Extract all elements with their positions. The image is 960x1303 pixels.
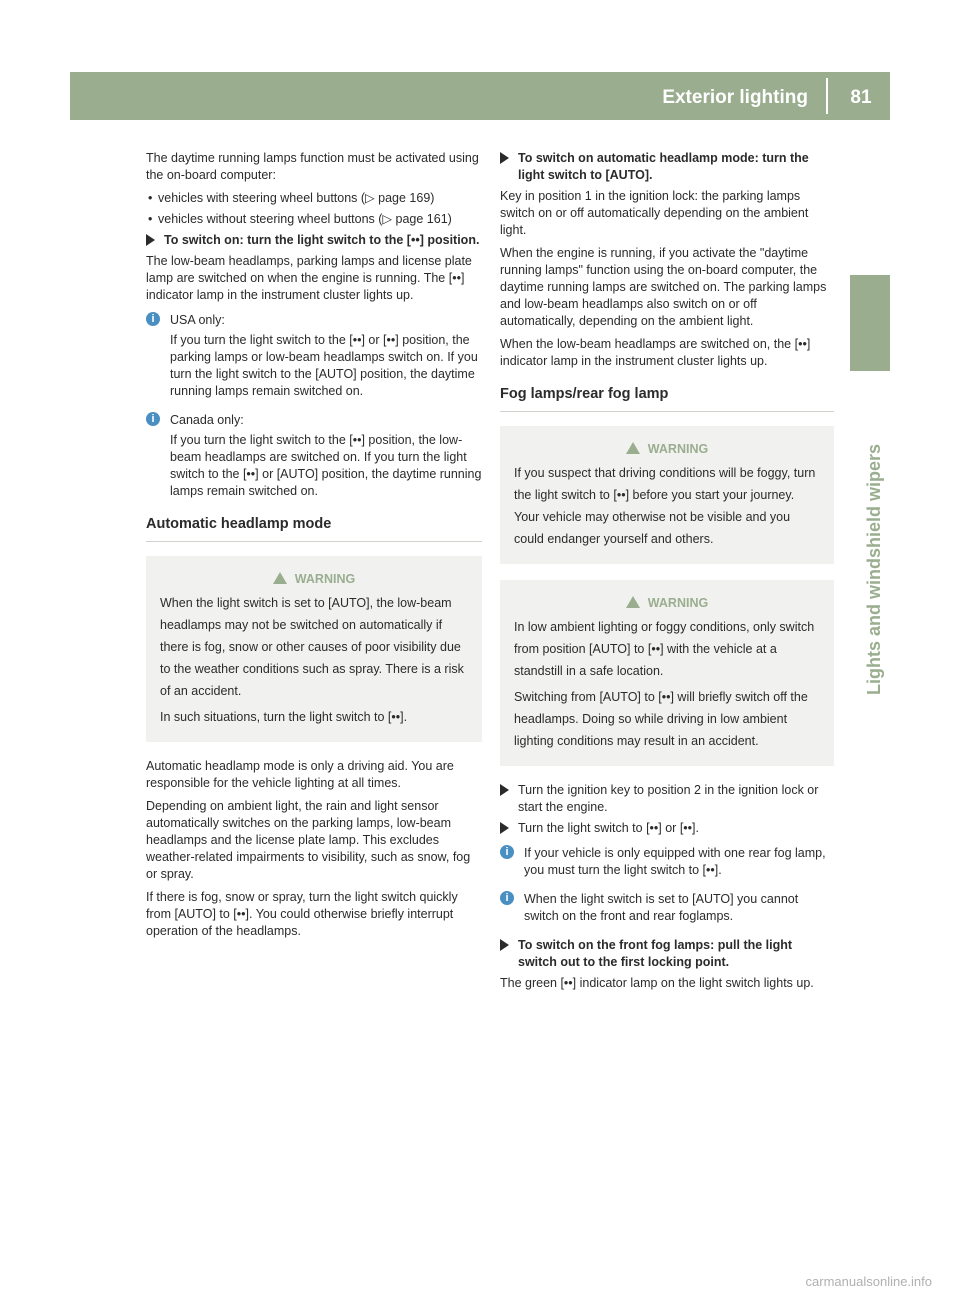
warning-label: WARNING <box>294 572 356 586</box>
heading-rule <box>500 411 834 412</box>
step-text: To switch on the front fog lamps: pull the light switch out to the first locking point. <box>518 938 793 969</box>
step-arrow-icon <box>500 784 509 796</box>
step-arrow-icon <box>500 939 509 951</box>
body-text: Key in position 1 in the ignition lock: the parking lamps switch on or off automatically depending on the ambient light. <box>500 189 809 237</box>
body-text: Depending on ambient light, the rain and light sensor automatically switches on the parking lamps, low-beam headlamps and the license plate lamp. This excludes weather-related impairments to visibility, such as snow, fog or spray. <box>146 799 471 881</box>
info-note <box>500 891 834 925</box>
step-arrow-icon <box>500 822 509 834</box>
info-note <box>146 312 482 400</box>
instruction-step <box>146 232 482 249</box>
body-text: If there is fog, snow or spray, turn the light switch quickly from [AUTO] to [••]. You could otherwise briefly interrupt operation of the headlamps. <box>146 890 458 938</box>
bullet-item: • vehicles with steering wheel buttons (▷ page 169) <box>146 190 482 207</box>
warning-label: WARNING <box>647 442 709 456</box>
body-text: Automatic headlamp mode is only a driving aid. You are responsible for the vehicle lighting at all times. <box>146 759 454 790</box>
info-title: Canada only: <box>170 413 244 427</box>
section-heading: Fog lamps/rear fog lamp <box>500 386 669 402</box>
warning-header <box>514 440 820 458</box>
body-text: When the low-beam headlamps are switched on, the [••] indicator lamp in the instrument cluster lights up. <box>500 337 811 368</box>
chapter-label: Lights and windshield wipers <box>864 443 884 695</box>
warning-text: Switching from [AUTO] to [••] will briefly switch off the headlamps. Doing so while driving in low ambient lighting conditions may result in an accident. <box>514 690 808 748</box>
warning-text: If you suspect that driving conditions will be foggy, turn the light switch to [••] before you start your journey. Your vehicle may otherwise not be visible and you could endanger yourself and others. <box>514 466 816 546</box>
left-column <box>146 150 482 946</box>
watermark: carmanualsonline.info <box>805 1274 932 1289</box>
step-arrow-icon <box>500 152 509 164</box>
warning-triangle-icon <box>273 572 287 584</box>
info-text: If you turn the light switch to the [••] position, the low-beam headlamps are switched on. If you turn the light switch to the [••] or [AUTO] position, the daytime running lamps remain switched on. <box>170 433 482 498</box>
instruction-step <box>500 937 834 971</box>
warning-text: In low ambient lighting or foggy conditions, only switch from position [AUTO] to [••] with the vehicle at a standstill in a safe location. <box>514 620 815 678</box>
warning-box <box>500 426 834 564</box>
warning-label: WARNING <box>647 596 709 610</box>
header-divider <box>826 78 828 114</box>
body-text: The low-beam headlamps, parking lamps and license plate lamp are switched on when the engine is running. The [••] indicator lamp in the instrument cluster lights up. <box>146 254 472 302</box>
body-text: The green [••] indicator lamp on the light switch lights up. <box>500 976 814 990</box>
right-column <box>500 150 834 998</box>
bullet-item: • vehicles without steering wheel buttons (▷ page 161) <box>146 211 482 228</box>
warning-header <box>514 594 820 612</box>
body-text: When the engine is running, if you activate the "daytime running lamps" function using the on-board computer, the daytime running lamps are switched on. The parking lamps and low-beam headlamps also switch on or off automatically, depending on the ambient light. <box>500 246 827 328</box>
heading-rule <box>146 541 482 542</box>
intro-text: The daytime running lamps function must be activated using the on-board computer: <box>146 151 479 182</box>
info-text: If you turn the light switch to the [••] or [••] position, the parking lamps or low-beam headlamps switch on. If you turn the light switch to the [AUTO] position, the daytime running lamps remain switched on. <box>170 333 478 398</box>
info-icon: i <box>500 891 514 905</box>
page-number: 81 <box>850 87 872 108</box>
info-icon: i <box>500 845 514 859</box>
step-text: Turn the ignition key to position 2 in the ignition lock or start the engine. <box>518 783 819 814</box>
step-text: Turn the light switch to [••] or [••]. <box>518 821 699 835</box>
info-title: USA only: <box>170 313 225 327</box>
warning-header <box>160 570 468 588</box>
section-heading: Automatic headlamp mode <box>146 516 332 532</box>
info-icon: i <box>146 312 160 326</box>
warning-box <box>500 580 834 766</box>
info-icon: i <box>146 412 160 426</box>
step-arrow-icon <box>146 234 155 246</box>
info-text: If your vehicle is only equipped with one rear fog lamp, you must turn the light switch to [••]. <box>524 846 826 877</box>
section-title: Exterior lighting <box>662 87 808 108</box>
info-note <box>146 412 482 500</box>
instruction-step <box>500 820 834 837</box>
instruction-step <box>500 782 834 816</box>
chapter-tab <box>850 275 890 371</box>
warning-text: In such situations, turn the light switch to [••]. <box>160 710 408 724</box>
step-text: To switch on automatic headlamp mode: turn the light switch to [AUTO]. <box>518 151 809 182</box>
step-text: To switch on: turn the light switch to the [••] position. <box>164 233 480 247</box>
info-text: When the light switch is set to [AUTO] you cannot switch on the front and rear foglamps. <box>524 892 799 923</box>
instruction-step <box>500 150 834 184</box>
warning-triangle-icon <box>626 596 640 608</box>
warning-triangle-icon <box>626 442 640 454</box>
info-note <box>500 845 834 879</box>
warning-text: When the light switch is set to [AUTO], the low-beam headlamps may not be switched on automatically if there is fog, snow or other causes of poor visibility due to the weather conditions such as spray. There is a risk of an accident. <box>160 596 464 698</box>
warning-box <box>146 556 482 742</box>
page-header <box>70 72 890 120</box>
